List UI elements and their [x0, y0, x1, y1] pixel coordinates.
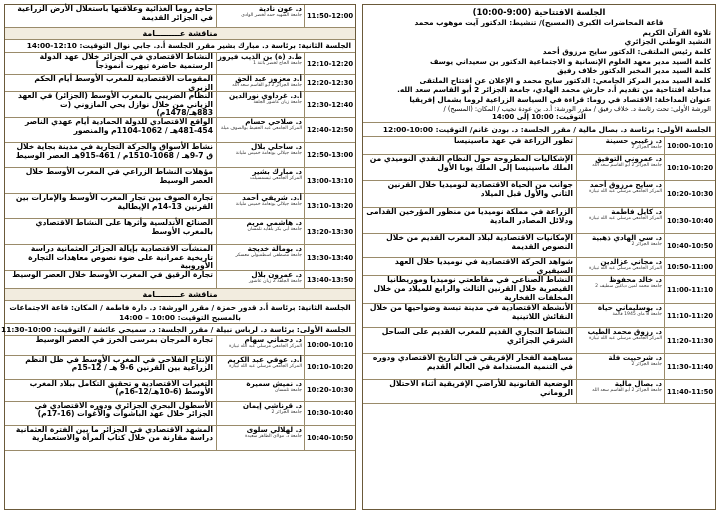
speaker-name: د. نميش سميرة: [246, 378, 302, 388]
speaker-university: المركز الجامعي مرسلي عبد الله تيبازة: [589, 336, 662, 342]
speaker-cell: [216, 5, 304, 27]
speaker-name: د. ساحلي بلال: [251, 142, 302, 151]
speaker-cell: [216, 402, 304, 425]
time-cell: 13:20-13:30: [304, 219, 355, 244]
table-row: [5, 5, 355, 28]
time-cell: 13:10-13:20: [304, 194, 355, 218]
talk-title: حاجة روما الغذائية وعلاقتها باستغلال الأرض الزراعية في الجزائر القديمة: [17, 4, 213, 22]
speaker-university: جامعة الجزائر 2: [631, 145, 662, 151]
talk-title: الزراعة في مملكة نوميديا من منظور المؤرخين القدامى ودلائل المصادر المادية: [366, 207, 573, 225]
speaker-university: المركز الجامعي مرسلي عبد الله تيبازة: [589, 266, 662, 272]
talk-title: النشاط التجاري القديم للمغرب القديم على الساحل الشرقي الجزائري: [381, 327, 573, 345]
table-row: [5, 75, 355, 92]
talk-title: المشهد الاقتصادي في الجزائر ما بين الفترة العثمانية دراسة مقارنة من خلال كتاب المرآة والاستعمارية: [15, 424, 213, 443]
discussion-heading: مناقشة عـــــــــامة: [5, 289, 355, 301]
speaker-cell: [576, 354, 664, 379]
speaker-university: المركز الجامعي مرسلي عبد الله تيبازة: [589, 189, 662, 195]
speaker-name: د. بوسليماني حياة: [597, 303, 662, 313]
speaker-name: د. لهلالي سلوى: [246, 424, 302, 434]
keynote-title: عنوان المداخلة: الاقتصاد في روما: قراءة في السياسة الزراعية لروما بشمال إفريقيا: [409, 94, 711, 104]
table-row: [5, 53, 355, 75]
speaker-university: جامعة الجزائر 2: [631, 362, 662, 368]
time-cell: 10:00-10:10: [304, 336, 355, 355]
talk-title: جوانب من الحياة الاقتصادية لنوميديا خلال القرنين الثاني والأول قبل الميلاد: [387, 180, 573, 198]
session-heading: الجلسة الأولى: برئاسة د. لرباس نبيلة / مقرر الجلسة: د. سميحي عائشة / التوقيت: 10:00-11:30: [5, 324, 355, 336]
table-row: [5, 402, 355, 426]
speaker-cell: [216, 245, 304, 270]
talk-title: التغيرات الاقتصادية و تحقيق التكامل ببلاد المغرب الأوسط (6-10هـ/12-16م): [29, 378, 213, 397]
speaker-name: د. بصال مالية: [614, 379, 662, 389]
talk-title: تجارة الرقيق في المغرب الأوسط خلال العصر الوسيط: [12, 270, 213, 279]
talk-title: الوضعية القانونية للأراضي الإفريقية أثناء الاحتلال الروماني: [389, 379, 573, 397]
speaker-cell: [576, 276, 664, 303]
speaker-university: جامعة 8 ماي 1945 قالمة: [612, 312, 662, 318]
speaker-university: جامعة أبي بكر بلقايد تلمسان: [247, 227, 302, 232]
time-cell: 10:30-10:40: [664, 208, 715, 233]
time-cell: 13:00-13:10: [304, 168, 355, 193]
time-cell: 12:30-12:40: [304, 92, 355, 117]
speaker-name: أ.د معزوز عبد الحق: [235, 74, 302, 83]
speaker-university: المركز الجامعي مرسلي عبد الله تيبازة: [229, 343, 302, 349]
time-cell: 10:50-11:00: [664, 258, 715, 275]
speaker-university: جامعة الحاج لخضر باتنة 1: [253, 61, 302, 66]
talk-title: النشاط الاقتصادي في الجزائر خلال عهد الدولة الرستمية حاضرة تيهرت أنموذجاً: [39, 52, 213, 70]
speaker-cell: [216, 194, 304, 218]
speaker-name: د. خالد محفوظ: [609, 275, 662, 285]
talk-title: تجارة الصوف بين تجار المغرب الأوسط والإمارات بين القرنين 13-14م الإيطالية: [15, 193, 213, 211]
national-anthem: النشيد الوطني الجزائري: [624, 37, 711, 47]
left-column: [1, 4, 356, 510]
talk-title: الإنتاج الفلاحي في المغرب الأوسط في ظل النظم الزراعية بين القرنين 6-9 هـ / 12-15م: [25, 354, 213, 373]
speaker-university: جامعة جيلالي بونعامة خميس مليانة: [235, 202, 302, 207]
time-cell: 13:40-13:50: [304, 271, 355, 288]
speaker-name: د. عمروني التوفيق: [595, 154, 662, 164]
speaker-name: د. رزوق محمد الطيب: [587, 327, 662, 337]
time-cell: 11:10-11:20: [664, 304, 715, 327]
speaker-cell: [576, 181, 664, 207]
table-row: [5, 219, 355, 245]
speaker-cell: [216, 380, 304, 401]
talk-title: الصنائع الأندلسية وأثرها على النشاط الاقتصادي بالمغرب الأوسط: [35, 218, 213, 236]
keynote-line: مداخلة افتتاحية من تقديم أ.د حارش محمد الهادي، جامعة الجزائر 2 أبو القاسم سعد الله.: [397, 85, 711, 95]
speaker-name: د. مبارك بشير: [252, 167, 302, 176]
time-cell: 10:40-10:50: [664, 234, 715, 257]
speaker-cell: [216, 168, 304, 193]
speaker-name: د. دحماني سهام: [244, 334, 302, 344]
welcome-speech: كلمة السيد مدير المخبر الدكتور خلاف رفيق: [557, 66, 711, 76]
time-cell: 11:20-11:30: [664, 328, 715, 353]
speaker-name: د. سايح مرزوق أحمد: [589, 180, 662, 190]
speaker-name: د. بومالة خديجة: [247, 244, 302, 253]
talk-title: نشاط الأسواق والحركة التجارية في مدينة بجاية خلال ق 7-9هـ / 1068-1510م / 461-915هـ العصر الوسيط: [15, 142, 213, 160]
speaker-name: د. هاشمي مريم: [246, 218, 302, 227]
table-row: [363, 354, 715, 380]
venue-line: قاعة المحاضرات الكبرى (المسبح)/ تنشيط: الدكتور آيت موهوب محمد: [414, 18, 664, 27]
welcome-speech: كلمة رئيس الملتقى: الدكتور سايح مرزوق أحمد: [542, 46, 711, 56]
speaker-name: أ.د. عوفي عبد الكريم: [227, 354, 302, 364]
speaker-university: جامعة الشهيد حمه لخضر الوادي: [241, 13, 302, 18]
speaker-university: المركز الجامعي تيسمسيلت: [250, 176, 302, 181]
speaker-university: المركز الجامعي مرسلي عبد الله تيبازة: [229, 363, 302, 369]
speaker-cell: [576, 208, 664, 233]
speaker-name: د. شرحبيت فلة: [608, 353, 662, 363]
session-2-rows: [5, 53, 355, 289]
speaker-university: جامعة مصطفى اسطمبولي معسكر: [235, 253, 302, 258]
table-row: [5, 245, 355, 271]
talk-title: مؤهلات النشاط الزراعي في المغرب الأوسط خلال العصر الوسيط: [25, 167, 213, 185]
time-cell: 10:00-10:10: [664, 137, 715, 154]
speaker-university: جامعة الجزائر 2 أبو القاسم سعد الله: [592, 388, 662, 394]
table-row: [5, 194, 355, 219]
speaker-name: د. سي الهادي ذهبية: [591, 233, 662, 243]
table-row: [363, 258, 715, 276]
time-cell: 10:40-10:50: [304, 426, 355, 450]
speaker-name: أ.د. غرداوي نورالدين: [228, 91, 302, 100]
speaker-cell: [576, 258, 664, 275]
table-row: [363, 380, 715, 404]
session-heading: الجلسة الثانية: برئاسة د. مبارك بشير مقرر الجلسة أ.د. جابي نوال التوقيت: 12:10-14:00: [5, 40, 355, 53]
speaker-name: د. عون نادية: [258, 4, 302, 13]
speaker-cell: [216, 53, 304, 74]
speaker-cell: [216, 271, 304, 288]
table-row: [5, 426, 355, 451]
talk-title: النظام الضريبي بالمغرب الأوسط (الجزائر) في العهد الزياني من خلال نوازل يحي المازوني (ت 883هـ/1478م): [18, 91, 213, 118]
time-cell: 10:20-10:30: [664, 181, 715, 207]
speaker-cell: [576, 328, 664, 353]
speaker-university: جامعة زيان عاشور الجلفة: [253, 100, 302, 105]
table-row: [363, 208, 715, 234]
table-row: [5, 380, 355, 402]
speaker-name: د. صلاحي حسام: [245, 117, 302, 126]
time-cell: 10:10-10:20: [664, 155, 715, 180]
talk-title: الأنشطة الاقتصادية في مدينة تبسة وضواحيها من خلال النقائش اللاتينية: [369, 303, 573, 321]
speaker-university: المركز الجامعي مرسلي عبد الله تيبازة: [589, 216, 662, 222]
table-row: [5, 168, 355, 194]
table-row: [363, 181, 715, 208]
table-row: [363, 276, 715, 304]
talk-title: النشاط الصناعي في مقاطعتي نوميديا وموريطانيا القيصرية خلال القرنين الثالث والرابع للميلاد من خلال المخلفات الفخارية: [373, 275, 573, 302]
time-cell: 10:10-10:20: [304, 356, 355, 379]
time-cell: 11:40-11:50: [664, 380, 715, 403]
table-row: [363, 155, 715, 181]
speaker-name: د. مجاني عزالدين: [600, 257, 662, 267]
table-row: [363, 304, 715, 328]
talk-title: شواهد الحركة الاقتصادية في نوميديا خلال العهد السيفيري: [394, 257, 573, 275]
talk-title: تجارة المرجان بمرسى الخرز في العصر الوسيط: [35, 334, 213, 344]
speaker-cell: [216, 426, 304, 450]
speaker-cell: [576, 234, 664, 257]
talk-title: الواقع الاقتصادي للدولة الحمادية أيام عهدي الناصر 454-481هـ / 1062-1104م والمنصور: [25, 117, 213, 135]
time-cell: 12:40-12:50: [304, 118, 355, 142]
speaker-cell: [576, 137, 664, 154]
speaker-name: د. كايل فاطمة: [611, 207, 662, 217]
talk-title: مساهمة الفخار الإفريقي في التاريخ الاقتصادي ودوره في التنمية المستدامة في العالم القديم: [372, 353, 573, 371]
quran-recitation: تلاوة القرآن الكريم: [642, 27, 711, 37]
speaker-cell: [576, 304, 664, 327]
speaker-cell: [216, 336, 304, 355]
time-cell: 13:30-13:40: [304, 245, 355, 270]
talk-title: الأسطول البحري الجزائري ودوره الاقتصادي في الجزائر خلال عهد الباشوات والأغوات (16-17م): [34, 400, 213, 419]
talk-title: المقومات الاقتصادية للمغرب الأوسط أيام الحكم الزيري: [34, 74, 213, 92]
table-row: [5, 356, 355, 380]
time-cell: 12:20-12:30: [304, 75, 355, 91]
speaker-university: جامعة الجزائر 2 أبو القاسم سعد الله: [232, 83, 302, 88]
speaker-name: د. قرناشي إيمان: [242, 400, 302, 410]
speaker-university: جامعة الجلفة 2 زيان عاشور: [249, 279, 302, 284]
speaker-cell: [576, 155, 664, 180]
speaker-cell: [216, 143, 304, 167]
time-cell: 12:50-13:00: [304, 143, 355, 167]
speaker-cell: [216, 219, 304, 244]
welcome-speech: كلمة السيد مدير معهد العلوم الإنسانية و الاجتماعية الدكتور بن سعيداني يوسف: [429, 56, 711, 66]
workshop-heading: الجلسة الثانية: برئاسة أ.د قدور حمزة / مقرر الورشة: د. دارة فاطمة / المكان: قاعة الاجتماعات: [9, 303, 351, 312]
table-row: [363, 137, 715, 155]
talk-title: الإشكاليات المطروحة حول النظام النقدي النوميدي من الملك ماسينيسا إلى الملك يوبا الأول: [369, 154, 573, 172]
speaker-cell: [216, 118, 304, 142]
table-row: [363, 328, 715, 354]
table-row: [5, 143, 355, 168]
workshop-time: التوقيت: 10:00 إلى 14:00: [363, 113, 715, 123]
talk-title: تطور الزراعة في عهد ماسينيسا: [453, 136, 573, 146]
opening-session-title: الجلسة الافتتاحية (9:00-10:00): [472, 7, 606, 17]
speaker-university: جامعة محمد لمين دباغين سطيف 2: [595, 284, 662, 290]
speaker-university: جامعة جيلالي بونعامة خميس مليانة: [235, 151, 302, 156]
discussion-heading: مناقشة عـــــــــامة: [5, 28, 355, 40]
speaker-university: جامعة الجزائر 2: [631, 242, 662, 248]
workshop-time: بالمسبح التوقيت: 10:00 – 14:00: [5, 313, 355, 324]
speaker-cell: [216, 92, 304, 117]
speaker-name: أ.د. شريفي أحمد: [242, 193, 302, 202]
table-row: [5, 92, 355, 118]
speaker-university: جامعة الجزائر 2 أبو القاسم سعد الله: [592, 163, 662, 169]
time-cell: 10:20-10:30: [304, 380, 355, 401]
speaker-cell: [216, 356, 304, 379]
talk-title: الإمكانيات الاقتصادية لبلاد المغرب القديم من خلال النصوص القديمة: [386, 233, 573, 251]
speaker-name: ط.د (ة) بن الذيب فيروز: [217, 52, 302, 61]
speaker-university: المركز الجامعي عبد الحفيظ بوالصوف ميلة: [221, 126, 302, 131]
table-row: [5, 336, 355, 356]
welcome-speech: كلمة السيد مدير المركز الجامعي: الدكتور سايح محمد و الإعلان عن افتتاح الملتقى: [419, 75, 711, 85]
talk-title: المنشآت الاقتصادية بإيالة الجزائر العثمانية دراسة تاريخية عمرانية على ضوء نصوص معاهدات التجارة الأوروبية: [28, 244, 213, 271]
workshop-info: الورشة الأولى: تحت رئاسة د. خلاف رفيق / مقرر الورشة: أ.د. بن عودة نجيب / المكان: (المسبح) /: [443, 104, 711, 113]
session-1-rows: [5, 336, 355, 451]
speaker-university: جامعة تلمسان: [274, 387, 302, 393]
session-1-rows: [363, 137, 715, 404]
speaker-university: جامعة الجزائر 2: [271, 409, 302, 415]
session-heading: الجلسة الأولى: برئاسة د. بصال مالية / مقرر الجلسة: د. بودن غانم/ التوقيت: 10:00-12:00: [363, 123, 715, 137]
time-cell: 11:30-11:40: [664, 354, 715, 379]
table-row: [5, 271, 355, 289]
time-cell: 11:50-12:00: [304, 5, 355, 27]
speaker-cell: [216, 75, 304, 91]
speaker-name: د. زغيبي حسينة: [605, 136, 662, 146]
time-cell: 11:00-11:10: [664, 276, 715, 303]
speaker-university: جامعة د. مولاي الطاهر سعيدة: [245, 433, 302, 439]
right-column: [362, 4, 716, 510]
speaker-cell: [576, 380, 664, 403]
time-cell: 12:10-12:20: [304, 53, 355, 74]
time-cell: 10:30-10:40: [304, 402, 355, 425]
speaker-name: د. عمرون بلال: [251, 270, 302, 279]
table-row: [5, 118, 355, 143]
table-row: [363, 234, 715, 258]
